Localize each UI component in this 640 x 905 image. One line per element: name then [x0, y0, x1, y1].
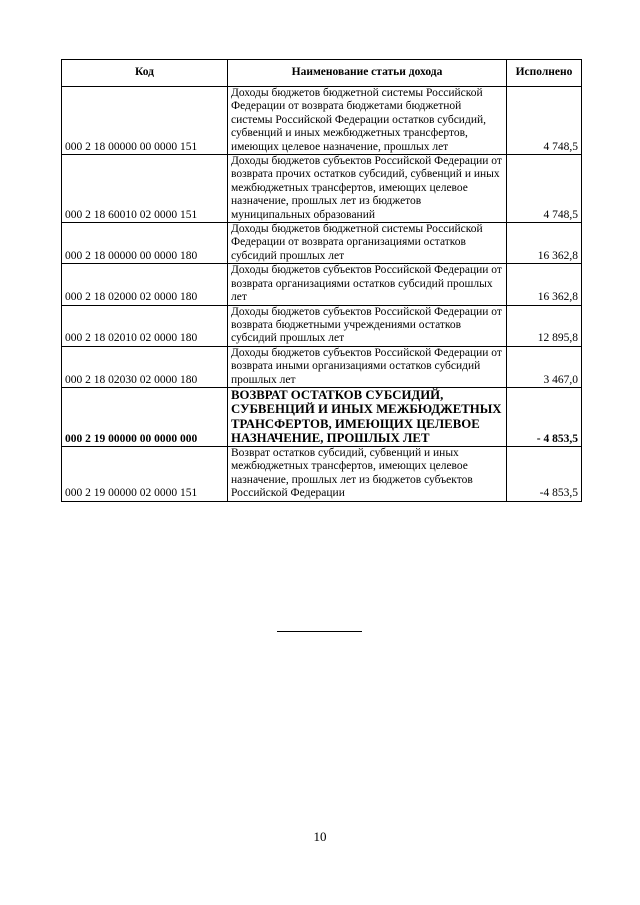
row-code: 000 2 18 00000 00 0000 151 [62, 87, 228, 155]
table-row [62, 446, 582, 501]
revenue-table [61, 59, 582, 502]
table-row [62, 87, 582, 155]
table-row [62, 346, 582, 387]
row-value: 4 748,5 [507, 155, 582, 223]
row-value: 12 895,8 [507, 305, 582, 346]
table-row-total [62, 387, 582, 446]
row-name: Доходы бюджетов субъектов Российской Федерации от возврата бюджетными учреждениями остатков субсидий прошлых лет [228, 305, 507, 346]
row-code: 000 2 19 00000 00 0000 000 [62, 387, 228, 446]
row-name: Возврат остатков субсидий, субвенций и иных межбюджетных трансфертов, имеющих целевое назначение, прошлых лет из бюджетов субъектов Российской Федерации [228, 446, 507, 501]
section-divider [277, 631, 362, 632]
row-value: - 4 853,5 [507, 387, 582, 446]
header-code: Код [62, 60, 228, 87]
row-name: Доходы бюджетов бюджетной системы Российской Федерации от возврата бюджетами бюджетной системы Российской Федерации остатков субсидий, субвенций и иных межбюджетных трансфертов, имеющих целевое назначение, прошлых лет [228, 87, 507, 155]
header-value: Исполнено [507, 60, 582, 87]
row-code: 000 2 18 02000 02 0000 180 [62, 264, 228, 305]
table-row [62, 264, 582, 305]
row-name: ВОЗВРАТ ОСТАТКОВ СУБСИДИЙ, СУБВЕНЦИЙ И ИНЫХ МЕЖБЮДЖЕТНЫХ ТРАНСФЕРТОВ, ИМЕЮЩИХ ЦЕЛЕВОЕ НАЗНАЧЕНИЕ, ПРОШЛЫХ ЛЕТ [228, 387, 507, 446]
row-name: Доходы бюджетов субъектов Российской Федерации от возврата прочих остатков субсидий, субвенций и иных межбюджетных трансфертов, имеющих целевое назначение, прошлых лет из бюджетов муниципальных образований [228, 155, 507, 223]
row-code: 000 2 18 60010 02 0000 151 [62, 155, 228, 223]
table-row [62, 305, 582, 346]
table-row [62, 223, 582, 264]
row-name: Доходы бюджетов субъектов Российской Федерации от возврата организациями остатков субсидий прошлых лет [228, 264, 507, 305]
row-code: 000 2 18 02010 02 0000 180 [62, 305, 228, 346]
row-value: 16 362,8 [507, 264, 582, 305]
row-name: Доходы бюджетов бюджетной системы Российской Федерации от возврата организациями остатков субсидий прошлых лет [228, 223, 507, 264]
row-value: 16 362,8 [507, 223, 582, 264]
row-value: 3 467,0 [507, 346, 582, 387]
row-name: Доходы бюджетов субъектов Российской Федерации от возврата иными организациями остатков субсидий прошлых лет [228, 346, 507, 387]
table-row [62, 155, 582, 223]
row-code: 000 2 18 00000 00 0000 180 [62, 223, 228, 264]
row-code: 000 2 18 02030 02 0000 180 [62, 346, 228, 387]
row-code: 000 2 19 00000 02 0000 151 [62, 446, 228, 501]
table-header-row [62, 60, 582, 87]
header-name: Наименование статьи дохода [228, 60, 507, 87]
row-value: -4 853,5 [507, 446, 582, 501]
row-value: 4 748,5 [507, 87, 582, 155]
page-number: 10 [313, 829, 327, 844]
